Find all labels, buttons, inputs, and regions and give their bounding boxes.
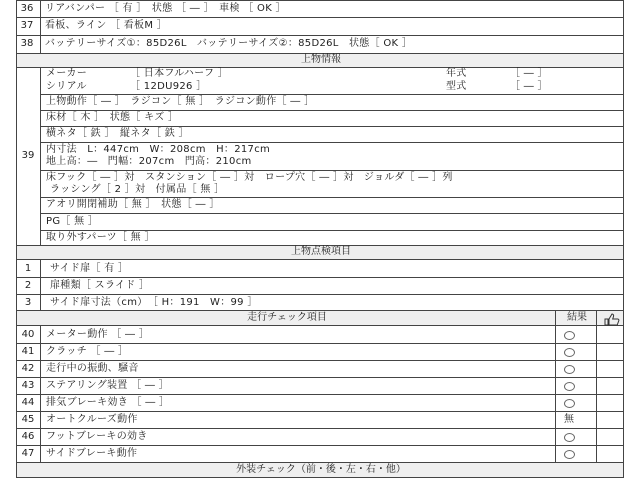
neta-text: 横ネタ［ 鉄 ］ 縦ネタ［ 鉄 ］	[46, 128, 189, 139]
thumbs-up-icon	[602, 311, 622, 324]
row-number: 37	[20, 20, 34, 31]
divider	[40, 197, 624, 198]
drive-check-header	[16, 311, 624, 326]
section-title: 走行チェック項目	[247, 312, 327, 323]
row-number: 42	[21, 363, 35, 374]
floor-hook-text: 床フック［ ― ］対 スタンション［ ― ］対 ロープ穴［ ― ］対 ジョルダ［ ― ］列	[46, 172, 453, 183]
exterior-check-header	[16, 463, 624, 478]
divider	[16, 360, 624, 361]
row-38	[16, 36, 624, 54]
drive-item: サイドブレーキ動作	[46, 448, 138, 459]
drive-item: クラッチ ［ ― ］	[46, 346, 129, 357]
result-circle-icon	[564, 399, 575, 408]
divider	[16, 343, 624, 344]
inspection-text: サイド扉［ 有 ］	[50, 263, 129, 274]
result-text: 無	[564, 414, 575, 425]
divider	[40, 126, 624, 127]
divider	[16, 394, 624, 395]
divider	[16, 428, 624, 429]
operation-text: 上物動作［ ― ］ ラジコン［ 無 ］ ラジコン動作［ ― ］	[46, 96, 315, 107]
divider	[40, 142, 624, 143]
year-value: ［ ― ］	[510, 68, 548, 79]
drive-item: ステアリング装置 ［ ― ］	[46, 380, 169, 391]
lashing-text: ラッシング［ 2 ］対 付属品［ 無 ］	[50, 184, 225, 195]
row-number: 45	[21, 414, 35, 425]
row-37	[16, 18, 624, 36]
result-header: 結果	[567, 312, 587, 323]
row-text: バッテリーサイズ①：85D26L バッテリーサイズ②：85D26L 状態［ OK ］	[45, 38, 413, 49]
year-label: 年式	[446, 68, 467, 79]
body-info-header	[16, 54, 624, 68]
row-number: 1	[24, 263, 32, 274]
row-number: 38	[20, 38, 34, 49]
drive-item: 排気ブレーキ効き ［ ― ］	[46, 397, 170, 408]
row-number: 46	[21, 431, 35, 442]
result-circle-icon	[564, 433, 575, 442]
model-value: ［ ― ］	[510, 81, 548, 92]
serial-value: ［ 12DU926 ］	[130, 81, 207, 92]
divider	[40, 170, 624, 171]
result-circle-icon	[564, 382, 575, 391]
divider	[16, 445, 624, 446]
drive-item: 走行中の振動、騒音	[46, 363, 139, 374]
row-number: 40	[21, 329, 35, 340]
ground-height-text: 地上高：― 門幅：207cm 門高：210cm	[46, 156, 252, 167]
inspection-text: 扉種類［ スライド ］	[50, 280, 150, 291]
aori-text: アオリ開閉補助［ 無 ］ 状態［ ― ］	[46, 199, 220, 210]
inspection-text: サイド扉寸法（cm） ［ H：191 W：99 ］	[50, 297, 258, 308]
result-circle-icon	[564, 331, 575, 340]
maker-value: ［ 日本フルハーフ ］	[130, 68, 229, 79]
section-title: 上物点検項目	[291, 246, 351, 257]
divider	[16, 294, 624, 295]
serial-label: シリアル	[46, 81, 87, 92]
row-number: 39	[21, 150, 35, 161]
parts-text: 取り外すパーツ［ 無 ］	[46, 232, 155, 243]
floor-text: 床材［ 木 ］ 状態［ キズ ］	[46, 112, 179, 123]
divider	[40, 110, 624, 111]
inspection-header	[16, 246, 624, 260]
drive-item: メーター動作 ［ ― ］	[46, 329, 150, 340]
row-number: 43	[21, 380, 35, 391]
row-number: 3	[24, 297, 32, 308]
section-title: 外装チェック（前・後・左・右・他）	[236, 464, 406, 475]
row-number: 41	[21, 346, 35, 357]
row-number: 36	[20, 3, 34, 14]
drive-item: フットブレーキの効き	[46, 431, 148, 442]
result-circle-icon	[564, 365, 575, 374]
inner-dim-text: 内寸法 L：447cm W：208cm H：217cm	[46, 144, 271, 155]
row-36	[16, 0, 624, 18]
result-circle-icon	[564, 450, 575, 459]
model-label: 型式	[446, 81, 467, 92]
divider	[16, 411, 624, 412]
section-title: 上物情報	[301, 54, 341, 65]
divider	[16, 377, 624, 378]
row-number: 2	[24, 280, 32, 291]
divider	[40, 230, 624, 231]
row-text: 看板、ライン ［ 看板M ］	[45, 20, 168, 31]
result-circle-icon	[564, 348, 575, 357]
drive-item: オートクルーズ動作	[46, 414, 138, 425]
maker-label: メーカー	[46, 68, 87, 79]
divider	[40, 94, 624, 95]
divider	[40, 0, 41, 54]
row-number: 47	[21, 448, 35, 459]
pg-text: PG［ 無 ］	[46, 216, 99, 227]
divider	[40, 213, 624, 214]
row-text: リアバンパー ［ 有 ］ 状態 ［ ― ］ 車検 ［ OK ］	[45, 3, 286, 14]
row-number: 44	[21, 397, 35, 408]
divider	[16, 277, 624, 278]
